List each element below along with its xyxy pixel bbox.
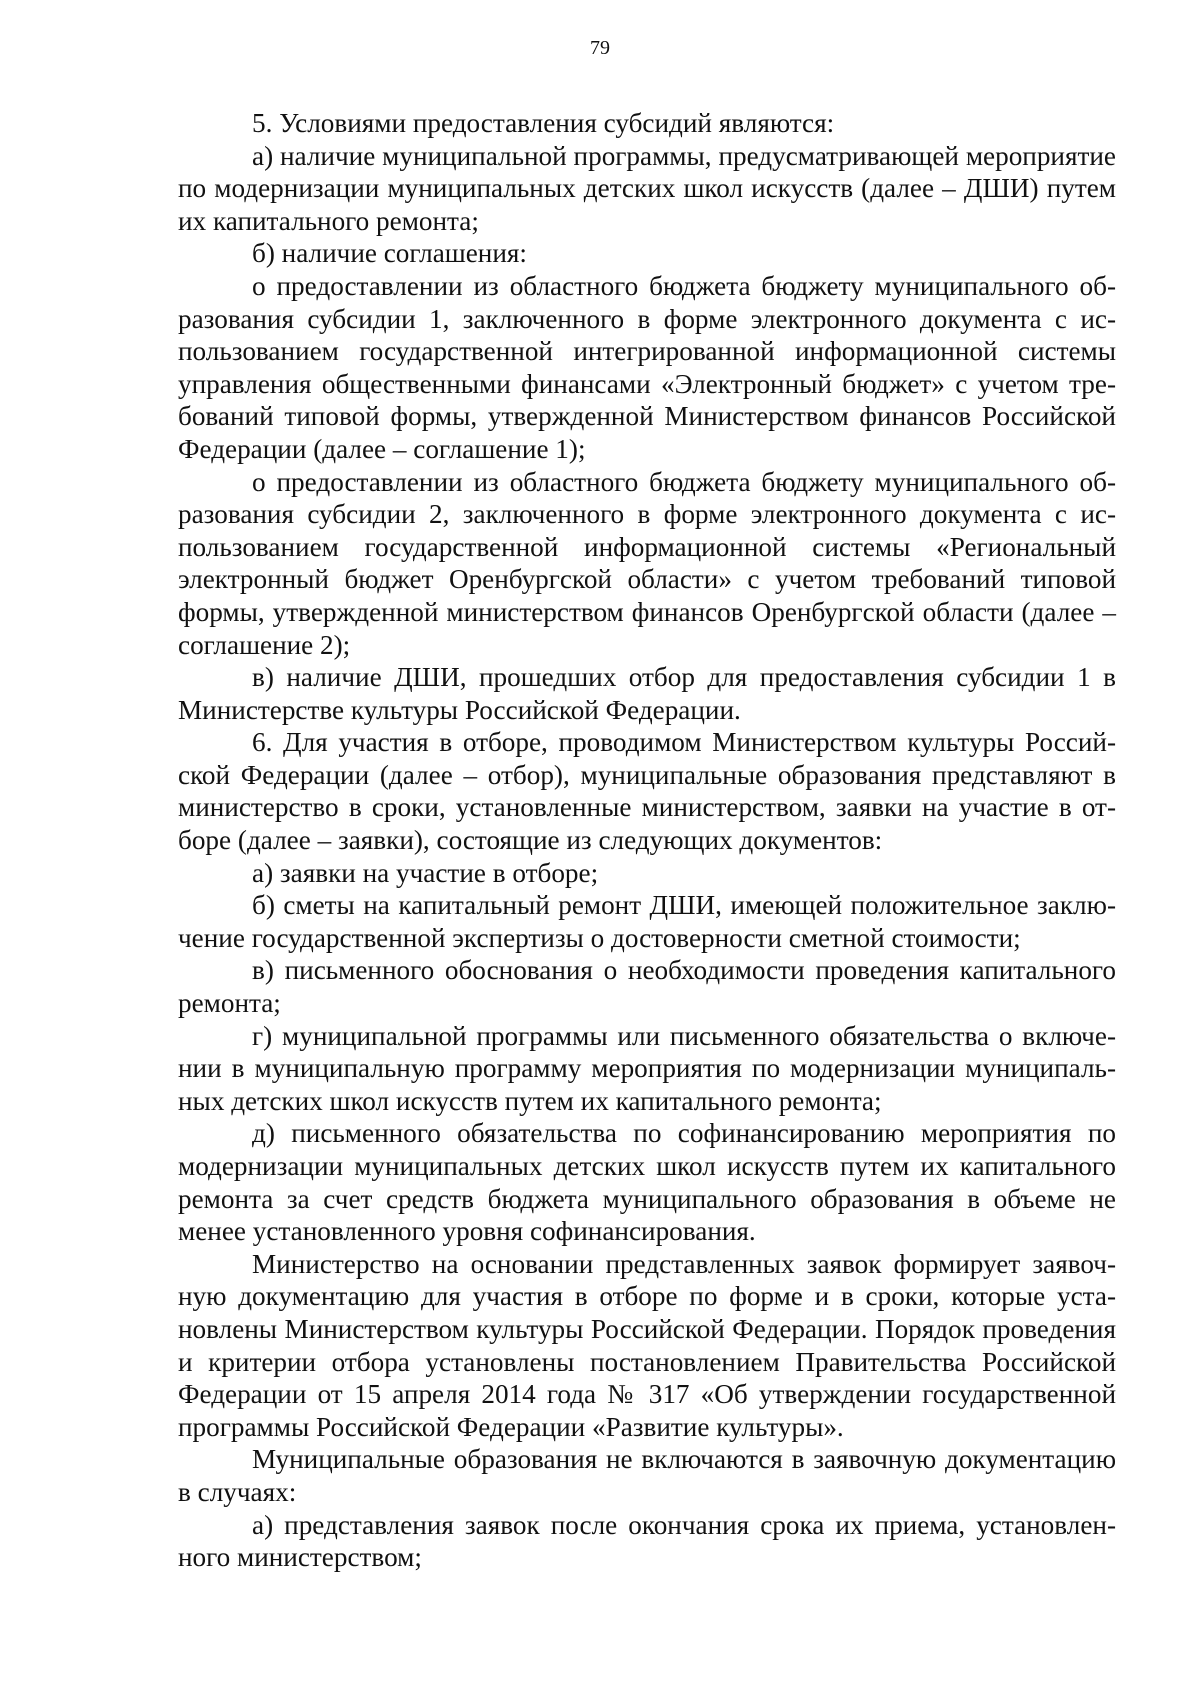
paragraph-6b-estimates: б) сметы на капитальный ремонт ДШИ, имеющей положительное заключение государственной экспертизы о достоверности сметной стоимости; [178, 890, 1116, 953]
paragraph-6g-municipal-program: г) муниципальной программы или письменного обязательства о включении в муниципальную программу мероприятия по модернизации муниципальных детских школ искусств путем их капитального ремонта; [178, 1020, 1116, 1116]
paragraph-6v-justification: в) письменного обоснования о необходимости проведения капитального ремонта; [178, 955, 1116, 1019]
paragraph-6a-applications: а) заявки на участие в отборе; [252, 857, 599, 888]
body-text [178, 107, 1116, 1574]
paragraph-5a-municipal-program: а) наличие муниципальной программы, предусматривающей мероприятие по модернизации муниципальных детских школ искусств (далее – ДШИ) путем их капитального ремонта; [178, 140, 1116, 236]
paragraph-exclusion-cases: Муниципальные образования не включаются в заявочную документацию в случаях: [178, 1444, 1116, 1507]
paragraph-5b-agreement: б) наличие соглашения: [252, 238, 527, 269]
paragraph-ministry-documentation: Министерство на основании представленных заявок формирует заявочную документацию для участия в отборе по форме и в сроки, которые установлены Министерством культуры Российской Федерации. Порядок проведения и критерии отбора установлены постановлением Правительства Российской Федерации от 15 апреля 2014 года № 317 «Об утверждении государственной программы Российской Федерации «Развитие культуры». [178, 1248, 1116, 1442]
page-number: 79 [590, 37, 610, 59]
paragraph-agreement-2: о предоставлении из областного бюджета бюджету муниципального образования субсидии 2, заключенного в форме электронного документа с использованием государственной информационной системы «Региональный электронный бюджет Оренбургской области» с учетом требований типовой формы, утвержденной министерством финансов Оренбургской области (далее – соглашение 2); [178, 466, 1116, 660]
paragraph-5v-dshi-selected: в) наличие ДШИ, прошедших отбор для предоставления субсидии 1 в Министерстве культуры Российской Федерации. [178, 662, 1116, 725]
paragraph-exclusion-a: а) представления заявок после окончания срока их приема, установленного министерством; [178, 1509, 1116, 1573]
paragraph-6-selection-participation: 6. Для участия в отборе, проводимом Министерством культуры Российской Федерации (далее – отбор), муниципальные образования представляют в министерство в сроки, установленные министерством, заявки на участие в отборе (далее – заявки), состоящие из следующих документов: [178, 727, 1116, 856]
paragraph-5-conditions-heading: 5. Условиями предоставления субсидий являются: [252, 108, 835, 138]
paragraph-agreement-1: о предоставлении из областного бюджета бюджету муниципального образования субсидии 1, заключенного в форме электронного документа с использованием государственной интегрированной информационной системы управления общественными финансами «Электронный бюджет» с учетом требований типовой формы, утвержденной Министерством финансов Российской Федерации (далее – соглашение 1); [178, 270, 1116, 464]
paragraph-6d-cofinancing: д) письменного обязательства по софинансированию мероприятия по модернизации муниципальных детских школ искусств путем их капитального ремонта за счет средств бюджета муниципального образования в объеме не менее установленного уровня софинансирования. [178, 1118, 1116, 1247]
